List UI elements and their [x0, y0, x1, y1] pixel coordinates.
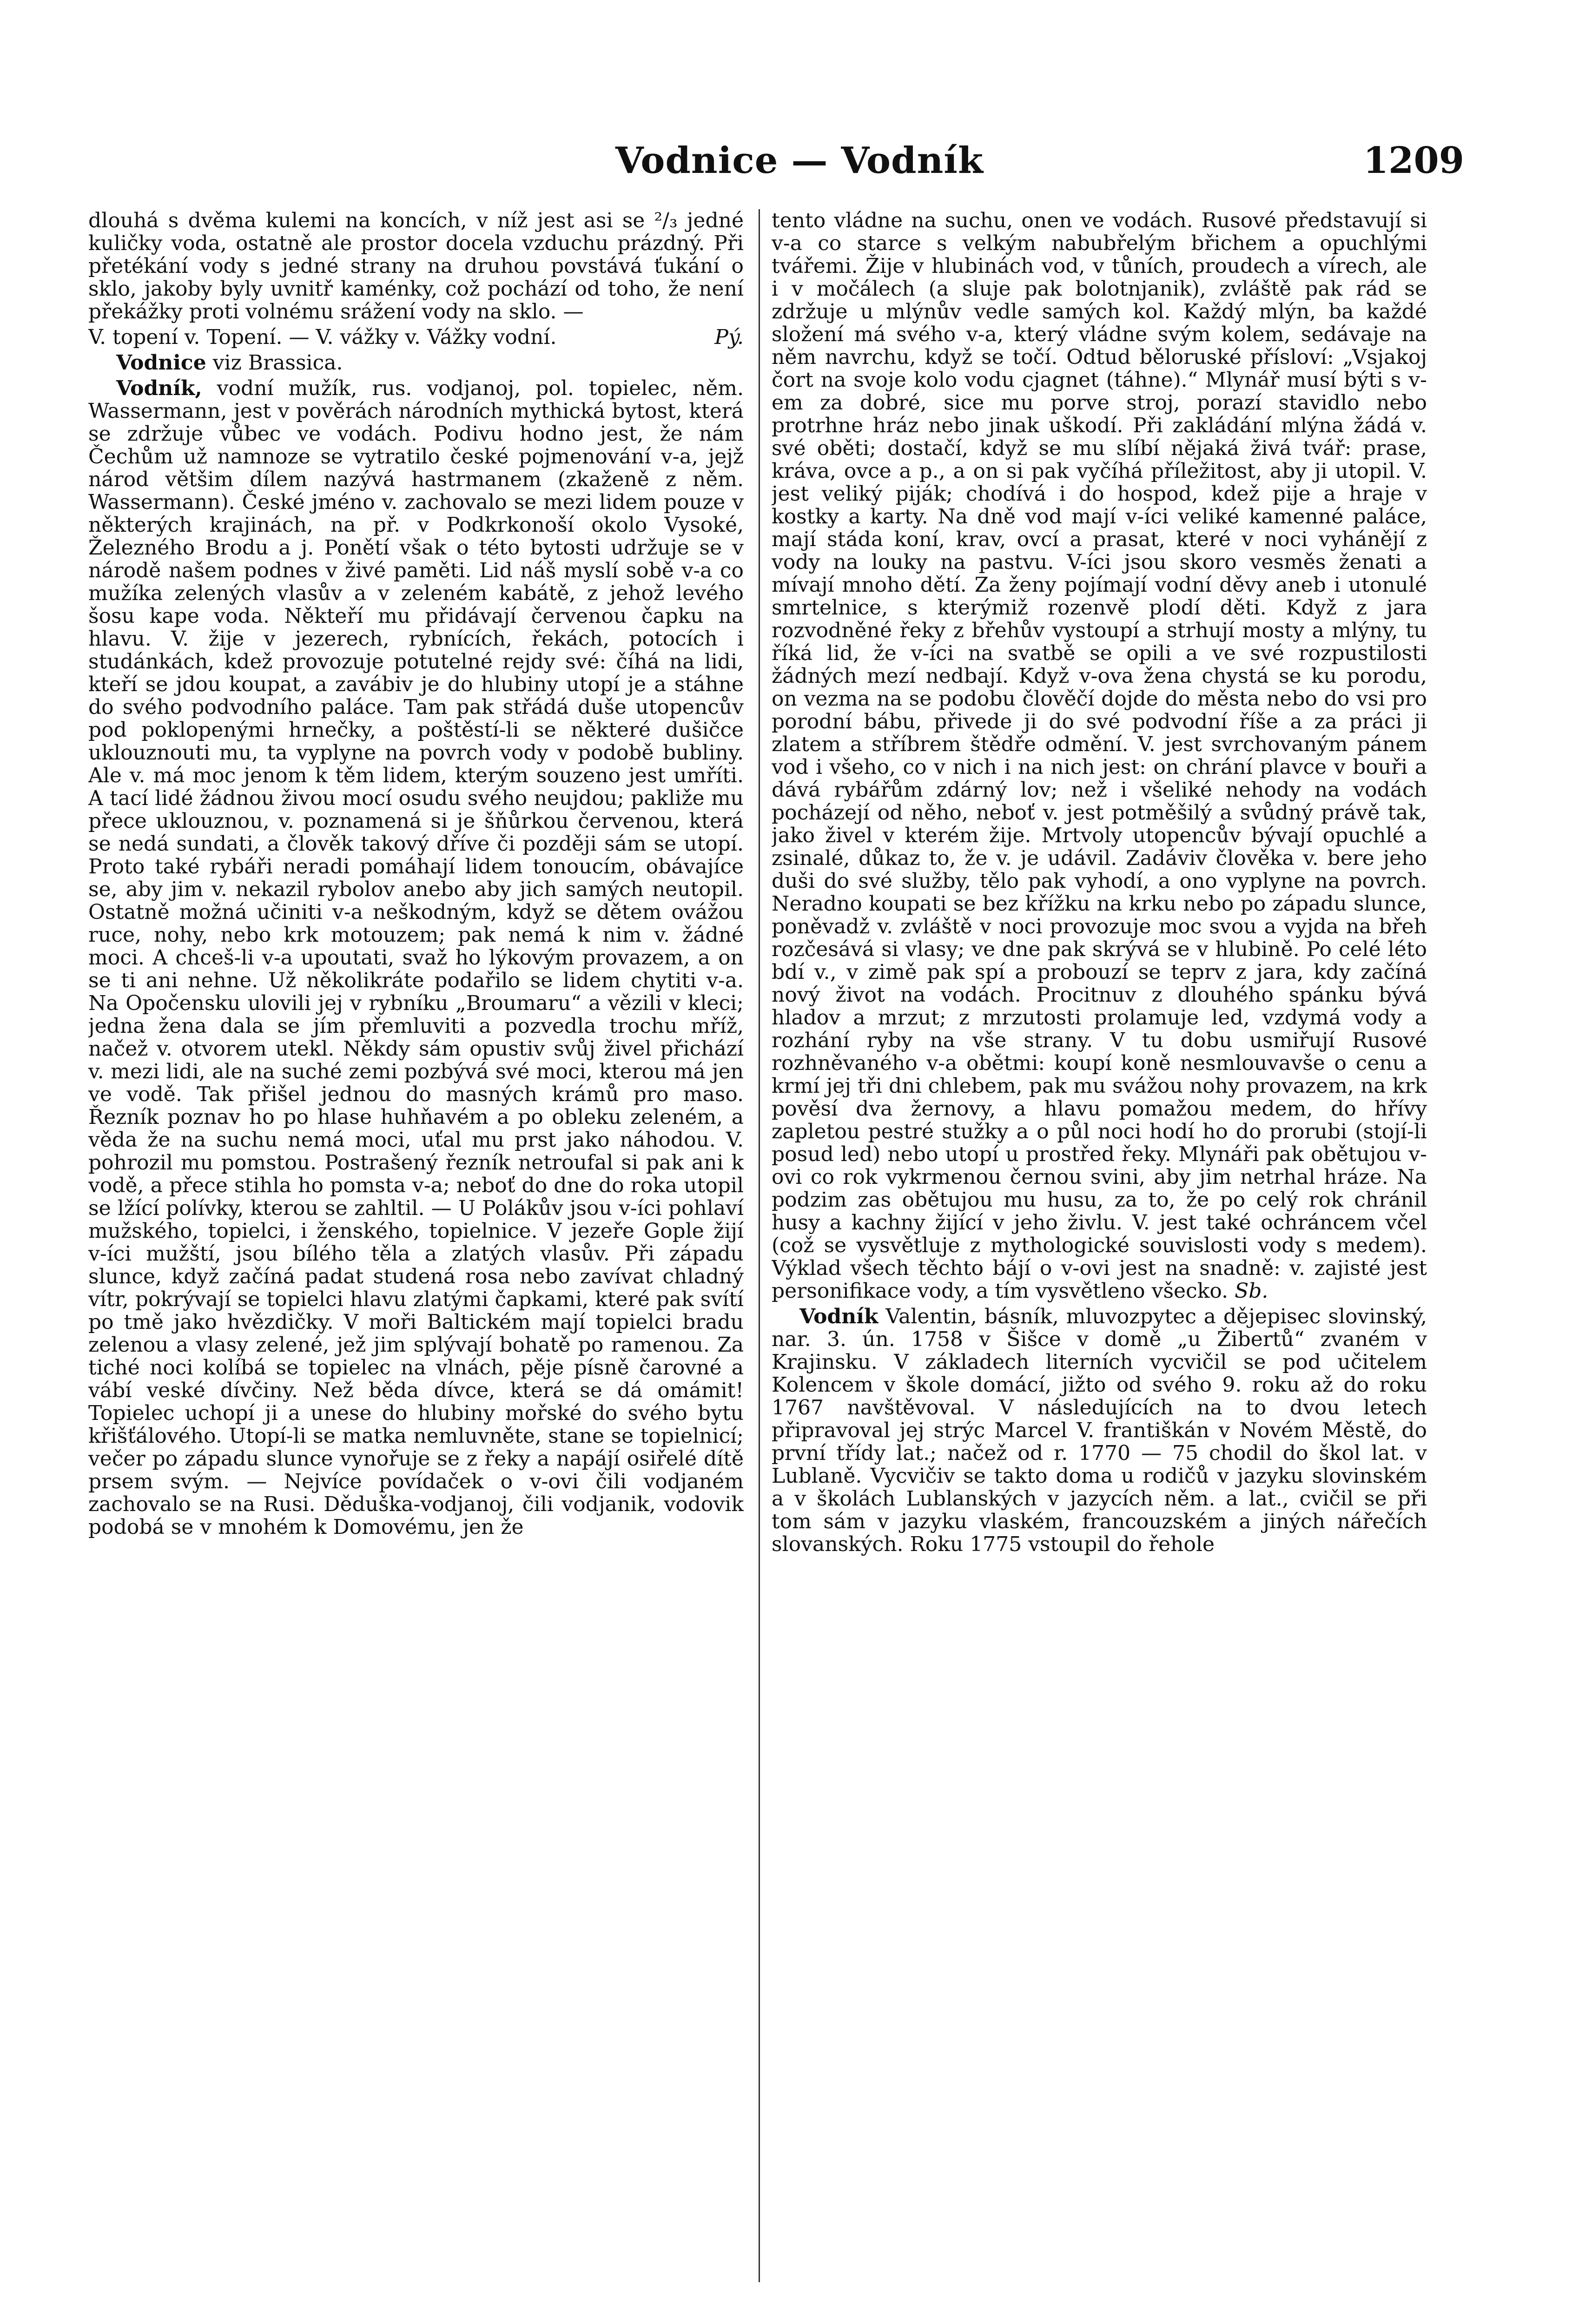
paragraph-continuation [772, 209, 1427, 1302]
paragraph-text: tento vládne na suchu, onen ve vodách. Rusové představují si v-a co starce s velkým nabubřelým břichem a opuchlými tvářemi. Žije v hlubinách vod, v tůních, proudech a vírech, ale i v močálech (a sluje pak bolotnjanik), zvláště pak rád se zdržuje u mlýnův vedle samých kol. Každý mlýn, ba každé složení má svého v-a, který vládne svým kolem, sedávaje na něm navrchu, když se točí. Odtud běloruské přísloví: „Vsjakoj čort na svoje kolo vodu cjagnet (táhne).“ Mlynář musí býti s v-em za dobré, sice mu porve stroj, porazí stavidlo nebo protrhne hráz nebo jinak uškodí. Při zakládání mlýna žádá v. své oběti; dostačí, když se mu slíbí nějaká živá tvář: prase, kráva, ovce a p., a on si pak vyčíhá příležitost, aby ji utopil. V. jest veliký piják; chodívá i do hospod, kdež pije a hraje v kostky a karty. Na dně vod mají v-íci veliké kamenné paláce, mají stáda koní, krav, ovcí a prasat, které v noci vyhánějí z vody na louky na pastvu. V-íci jsou skoro vesměs ženati a mívají mnoho dětí. Za ženy pojímají vodní děvy aneb i utonulé smrtelnice, s kterýmiž rozenvě plodí děti. Když z jara rozvodněné řeky z břehův vystoupí a strhují mosty a mlýny, tu říká lid, že v-íci na svatbě se opili a ve své rozpustilosti žádných mezí nedbají. Když v-ova žena chystá se ku porodu, on vezma na se podobu člověčí dojde do města nebo do vsi pro porodní bábu, přivede ji do své podvodní říše a za práci ji zlatem a stříbrem štědře odmění. V. jest svrchovaným pánem vod i všeho, co v nich i na nich jest: on chrání plavce v bouři a dává rybářům zdárný lov; než i všeliké nehody na vodách pocházejí od něho, neboť v. jest potměšilý a svůdný právě tak, jako živel v kterém žije. Mrtvoly utopencův bývají opuchlé a zsinalé, důkaz to, že v. je udávil. Zadáviv člověka v. bere jeho duši do své služby, tělo pak vyhodí, a ono vyplyne na povrch. Neradno koupati se bez křížku na krku nebo po západu slunce, poněvadž v. zvláště v noci provozuje moc svou a vyjda na břeh rozčesává si vlasy; ve dne pak skrývá se v hlubině. Po celé léto bdí v., v zimě pak spí a probouzí se teprv z jara, kdy začíná nový život na vodách. Procitnuv z dlouhého spánku bývá hladov a mrzut; z mrzutosti prolamuje led, vzdymá vody a rozhání ryby na vše strany. V tu dobu usmiřují Rusové rozhněvaného v-a obětmi: koupí koně nesmlouvavše o cenu a krmí jej tři dni chlebem, pak mu svážou nohy provazem, na krk pověsí dva žernovy, a hlavu pomažou medem, do hřívy zapletou pestré stužky a o půl noci hodí ho do prorubi (stojí-li posud led) nebo utopí u prostřed řeky. Mlynáři pak obětujou v-ovi co rok vykrmenou černou svini, aby jim netrhal hráze. Na podzim zas obětujou mu husu, za to, že po celý rok chránil husy a kachny žijící v jeho živlu. V. jest také ochráncem včel (což se vysvětluje z mythologické souvislosti vody s medem). Výklad všech těchto bájí o v-ovi jest na snadně: v. zajisté jest personifikace vody, a tím vysvětleno všecko. [772, 209, 1427, 1303]
entry-vodnik [88, 377, 744, 1538]
entry-text: Valentin, básník, mluvozpytec a dějepisec slovinský, nar. 3. ún. 1758 v Šišce v domě „u Žibertů“ zvaném v Krajinsku. V základech literních vycvičil se pod učitelem Kolencem v škole domácí, jižto od svého 9. roku až do roku 1767 navštěvoval. V následujících na to dvou letech připravoval jej strýc Marcel V. františkán v Novém Městě, do první třídy lat.; načež od r. 1770 — 75 chodil do škol lat. v Lublaně. Vycvičiv se takto doma u rodičů v jazyku slovinském a v školách Lublanských v jazycích něm. a lat., cvičil se při tom sám v jazyku vlaském, francouzském a jiných nářečích slovanských. Roku 1775 vstoupil do řehole [772, 1305, 1427, 1556]
right-column [772, 209, 1427, 2291]
author-signature: Sb. [1235, 1279, 1268, 1303]
entry-text: vodní mužík, rus. vodjanoj, pol. topielec, něm. Wassermann, jest v pověrách národních mythická bytost, která se zdržuje vůbec ve vodách. Podivu hodno jest, že nám Čechům už namnoze se vytratilo české pojmenování v-a, jejž národ většim dílem nazývá hastrmanem (zkaženě z něm. Wassermann). České jméno v. zachovalo se mezi lidem pouze v některých krajinách, na př. v Podkrkonoší okolo Vysoké, Železného Brodu a j. Ponětí však o této bytosti udržuje se v národě našem podnes v živé paměti. Lid náš myslí sobě v-a co mužíka zelených vlasův a v zeleném kabátě, z jehož levého šosu kape voda. Někteří mu přidávají červenou čapku na hlavu. V. žije v jezerech, rybnících, řekách, potocích i studánkách, kdež provozuje potutelné rejdy své: číhá na lidi, kteří se jdou koupat, a zavábiv je do hlubiny utopí je a stáhne do svého podvodního paláce. Tam pak střádá duše utopencův pod poklopenými hrnečky, a poštěstí-li se některé dušičce uklouznouti mu, ta vyplyne na povrch vody v podobě bubliny. Ale v. má moc jenom k těm lidem, kterým souzeno jest umříti. A tací lidé žádnou živou mocí osudu svého neujdou; pakliže mu přece uklouznou, v. poznamená si je šňůrkou červenou, která se nedá sundati, a člověk takový dříve či později sám se utopí. Proto také rybáři neradi pomáhají lidem tonoucím, obávajíce se, aby jim v. nekazil rybolov anebo aby jich samých neutopil. Ostatně možná učiniti v-a neškodným, když se dětem ovážou ruce, nohy, nebo krk motouzem; pak nemá k nim v. žádné moci. A chceš-li v-a upoutati, svaž ho lýkovým provazem, a on se ti ani nehne. Už několikráte podařilo se lidem chytiti v-a. Na Opočensku ulovili jej v rybníku „Broumaru“ a vězili v kleci; jedna žena dala se jím přemluviti a pozvedla trochu mříž, načež v. otvorem utekl. Někdy sám opustiv svůj živel přichází v. mezi lidi, ale na suché zemi pozbývá své moci, kterou má jen ve vodě. Tak přišel jednou do masných krámů pro maso. Řezník poznav ho po hlase huhňavém a po obleku zeleném, a věda že na suchu nemá moci, uťal mu prst jako náhodou. V. pohrozil mu pomstou. Postrašený řezník netroufal si pak ani k vodě, a přece stihla ho pomsta v-a; neboť do dne do roka utopil se lžící polívky, kterou se zahltil. — U Polákův jsou v-íci pohlaví mužského, topielci, i ženského, topielnice. V jezeře Gople žijí v-íci mužští, jsou bílého těla a zlatých vlasův. Při západu slunce, když začíná padat studená rosa nebo zavívat chladný vítr, pokrývají se topielci hlavu zlatými čapkami, které pak svítí po tmě jako hvězdičky. V moři Baltickém mají topielci bradu zelenou a vlasy zelené, jež jim splývají bohatě po ramenou. Za tiché noci kolíbá se topielec na vlnách, pěje písně čarovné a vábí veské dívčiny. Než běda dívce, která se dá omámit! Topielec uchopí ji a unese do hlubiny mořské do svého bytu křišťálového. Utopí-li se matka nemluvněte, stane se topielnicí; večer po západu slunce vynořuje se z řeky a napájí osiřelé dítě prsem svým. — Nejvíce povídaček o v-ovi čili vodjaném zachovalo se na Rusi. Děduška-vodjanoj, čili vodjanik, vodovik podobá se v mnohém k Domovému, jen že [88, 376, 744, 1539]
entry-headword: Vodník, [116, 376, 202, 400]
author-signature: Pý. [714, 325, 744, 349]
running-header: Vodnice — Vodník [615, 139, 984, 182]
paragraph-text: dlouhá s dvěma kulemi na koncích, v níž jest asi se ²/₃ jedné kuličky voda, ostatně ale prostor docela vzduchu prázdný. Při přetékání vody s jedné strany na druhou povstává ťukání o sklo, jakoby byly uvnitř kaménky, což pochází od toho, že není překážky proti volnému srážení vody na sklo. — [88, 209, 744, 324]
entry-vodnik-valentin [772, 1305, 1427, 1556]
entry-text: viz Brassica. [206, 351, 343, 375]
page-number: 1209 [1363, 139, 1464, 182]
paragraph-text: V. topení v. Topení. — V. vážky v. Vážky vodní. [88, 325, 557, 349]
entry-headword: Vodnice [116, 351, 206, 375]
left-column [88, 209, 744, 2291]
entry-vodnice [88, 351, 744, 374]
column-divider [759, 209, 760, 2282]
paragraph-continuation [88, 209, 744, 323]
paragraph-cross-references [88, 326, 744, 349]
entry-headword: Vodník [799, 1305, 878, 1328]
